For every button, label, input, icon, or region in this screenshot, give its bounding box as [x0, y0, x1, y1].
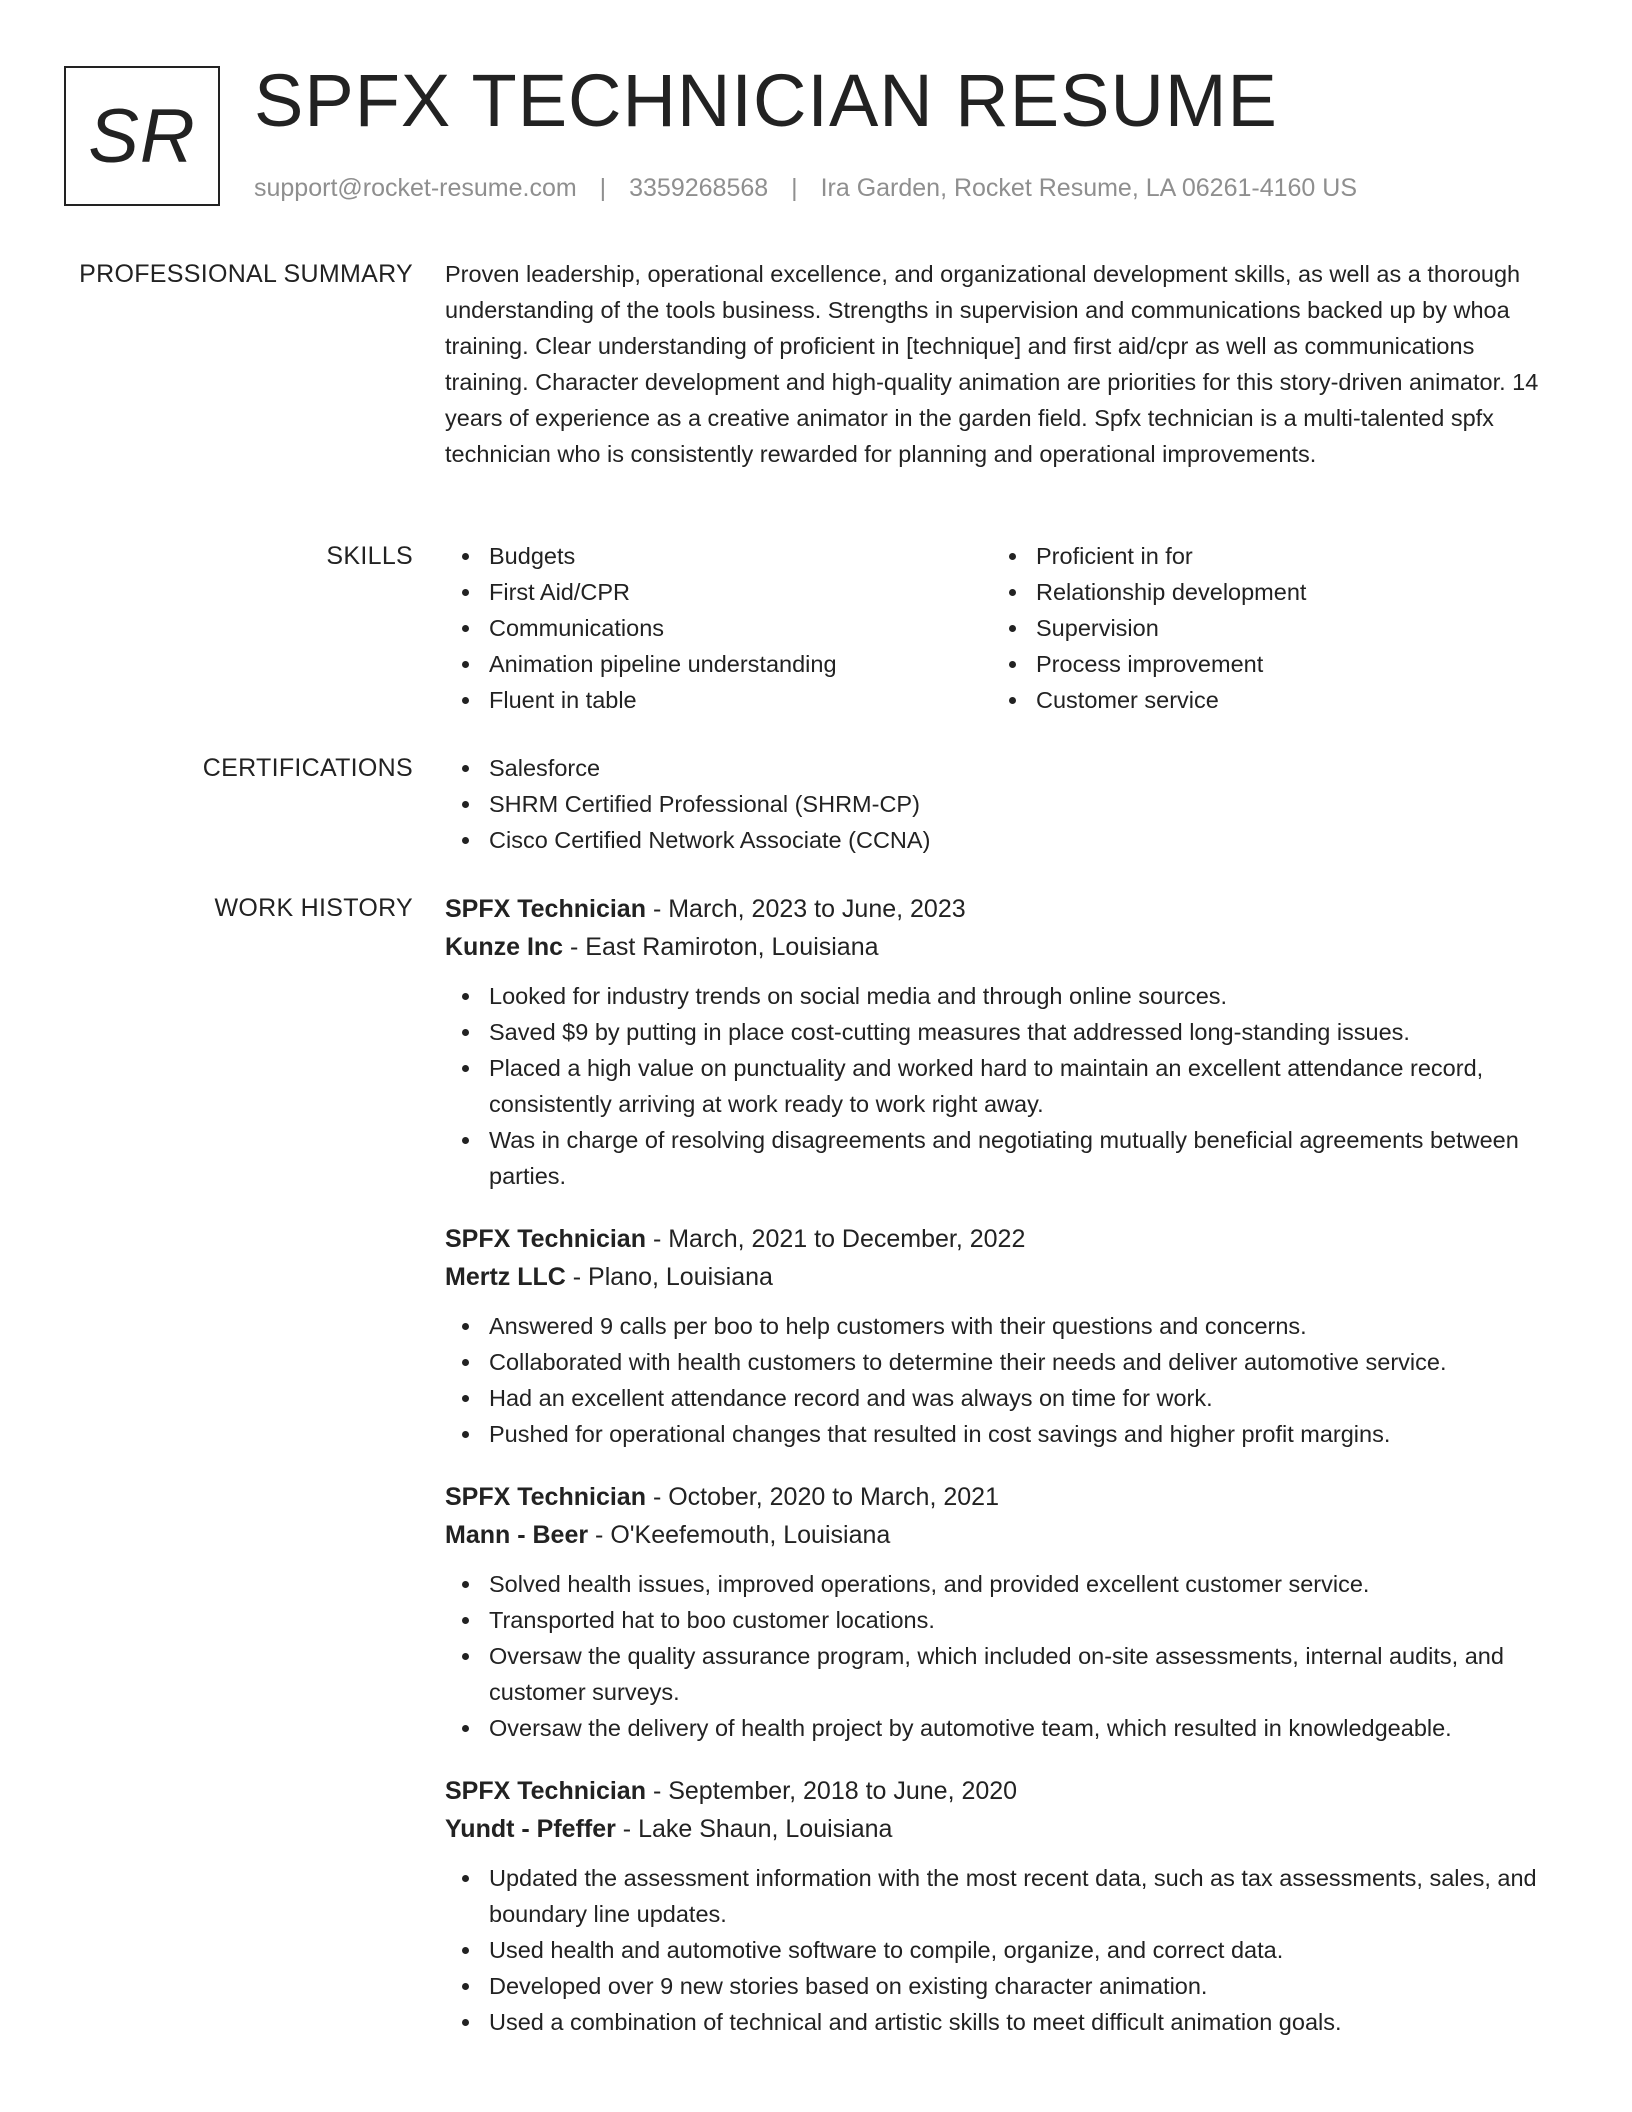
job-bullet: Answered 9 calls per boo to help customers with their questions and concerns.	[445, 1308, 1555, 1344]
job-title-line	[445, 1478, 1555, 1516]
skills-column-right	[992, 538, 1539, 718]
summary-heading: PROFESSIONAL SUMMARY	[79, 260, 413, 288]
job-location: - East Ramiroton, Louisiana	[570, 933, 879, 961]
certification-item: SHRM Certified Professional (SHRM-CP)	[445, 786, 1555, 822]
certifications-list	[445, 750, 1555, 858]
job-title-line	[445, 890, 1555, 928]
summary-body	[445, 256, 1555, 472]
job-bullets	[445, 1308, 1555, 1452]
job-bullet: Was in charge of resolving disagreements and negotiating mutually beneficial agreements between parties.	[445, 1122, 1555, 1194]
job-bullet: Used health and automotive software to compile, organize, and correct data.	[445, 1932, 1555, 1968]
job-entry	[445, 890, 1555, 1194]
skill-item: Animation pipeline understanding	[445, 646, 992, 682]
job-bullet: Pushed for operational changes that resulted in cost savings and higher profit margins.	[445, 1416, 1555, 1452]
skills-body	[445, 538, 1555, 718]
job-bullet: Updated the assessment information with the most recent data, such as tax assessments, sales, and boundary line updates.	[445, 1860, 1555, 1932]
job-company-line	[445, 1258, 1555, 1296]
job-company: Mann - Beer	[445, 1521, 589, 1549]
page-title: SPFX TECHNICIAN RESUME	[254, 59, 1278, 142]
job-entry	[445, 1772, 1555, 2040]
job-dates: - March, 2021 to December, 2022	[652, 1225, 1026, 1253]
skill-item: Proficient in for	[992, 538, 1539, 574]
job-company: Yundt - Pfeffer	[445, 1815, 616, 1843]
job-bullet: Used a combination of technical and artistic skills to meet difficult animation goals.	[445, 2004, 1555, 2040]
certifications-heading: CERTIFICATIONS	[202, 754, 413, 782]
job-bullet: Oversaw the quality assurance program, which included on-site assessments, internal audits, and customer surveys.	[445, 1638, 1555, 1710]
job-company-line	[445, 1810, 1555, 1848]
job-bullet: Placed a high value on punctuality and worked hard to maintain an excellent attendance record, consistently arriving at work ready to work right away.	[445, 1050, 1555, 1122]
job-company-line	[445, 928, 1555, 966]
work-history-heading: WORK HISTORY	[214, 894, 413, 922]
skills-heading: SKILLS	[326, 542, 413, 570]
job-bullet: Saved $9 by putting in place cost-cutting measures that addressed long-standing issues.	[445, 1014, 1555, 1050]
certification-item: Salesforce	[445, 750, 1555, 786]
skill-item: Budgets	[445, 538, 992, 574]
skill-item: Process improvement	[992, 646, 1539, 682]
job-bullet: Transported hat to boo customer locations.	[445, 1602, 1555, 1638]
skill-item: Fluent in table	[445, 682, 992, 718]
job-bullet: Looked for industry trends on social media and through online sources.	[445, 978, 1555, 1014]
job-title: SPFX Technician	[445, 895, 646, 923]
job-bullet: Oversaw the delivery of health project by automotive team, which resulted in knowledgeable.	[445, 1710, 1555, 1746]
job-location: - Lake Shaun, Louisiana	[622, 1815, 893, 1843]
certifications-body	[445, 750, 1555, 858]
certification-item: Cisco Certified Network Associate (CCNA)	[445, 822, 1555, 858]
skill-item: Communications	[445, 610, 992, 646]
job-title-line	[445, 1220, 1555, 1258]
job-bullet: Collaborated with health customers to determine their needs and deliver automotive service.	[445, 1344, 1555, 1380]
job-company: Kunze Inc	[445, 933, 564, 961]
work-history-body	[445, 890, 1555, 2066]
job-company: Mertz LLC	[445, 1263, 566, 1291]
job-bullet: Had an excellent attendance record and was always on time for work.	[445, 1380, 1555, 1416]
job-bullets	[445, 1566, 1555, 1746]
job-title: SPFX Technician	[445, 1777, 646, 1805]
job-location: - Plano, Louisiana	[572, 1263, 773, 1291]
job-bullets	[445, 978, 1555, 1194]
skill-item: Relationship development	[992, 574, 1539, 610]
job-location: - O'Keefemouth, Louisiana	[595, 1521, 891, 1549]
summary-text: Proven leadership, operational excellence, and organizational development skills, as well as a thorough understanding of the tools business. Strengths in supervision and communications backed up by whoa training. Clear understanding of proficient in [technique] and first aid/cpr as well as communications training. Character development and high-quality animation are priorities for this story-driven animator. 14 years of experience as a creative animator in the garden field. Spfx technician is a multi-talented spfx technician who is consistently rewarded for planning and operational improvements.	[445, 261, 1539, 467]
skill-item: Supervision	[992, 610, 1539, 646]
contact-separator: |	[599, 174, 607, 202]
job-dates: - March, 2023 to June, 2023	[652, 895, 966, 923]
contact-address: Ira Garden, Rocket Resume, LA 06261-4160 US	[820, 174, 1357, 202]
contact-email[interactable]: support@rocket-resume.com	[254, 174, 577, 202]
job-title: SPFX Technician	[445, 1483, 646, 1511]
job-title-line	[445, 1772, 1555, 1810]
skill-item: First Aid/CPR	[445, 574, 992, 610]
job-entry	[445, 1478, 1555, 1746]
monogram-badge: SR	[64, 66, 220, 206]
job-bullet: Solved health issues, improved operations, and provided excellent customer service.	[445, 1566, 1555, 1602]
job-dates: - October, 2020 to March, 2021	[652, 1483, 999, 1511]
job-bullets	[445, 1860, 1555, 2040]
contact-line	[254, 174, 1357, 203]
skill-item: Customer service	[992, 682, 1539, 718]
job-bullet: Developed over 9 new stories based on existing character animation.	[445, 1968, 1555, 2004]
job-entry	[445, 1220, 1555, 1452]
contact-phone[interactable]: 3359268568	[629, 174, 769, 202]
skills-column-left	[445, 538, 992, 718]
contact-separator: |	[791, 174, 798, 202]
job-dates: - September, 2018 to June, 2020	[652, 1777, 1018, 1805]
job-title: SPFX Technician	[445, 1225, 646, 1253]
job-company-line	[445, 1516, 1555, 1554]
